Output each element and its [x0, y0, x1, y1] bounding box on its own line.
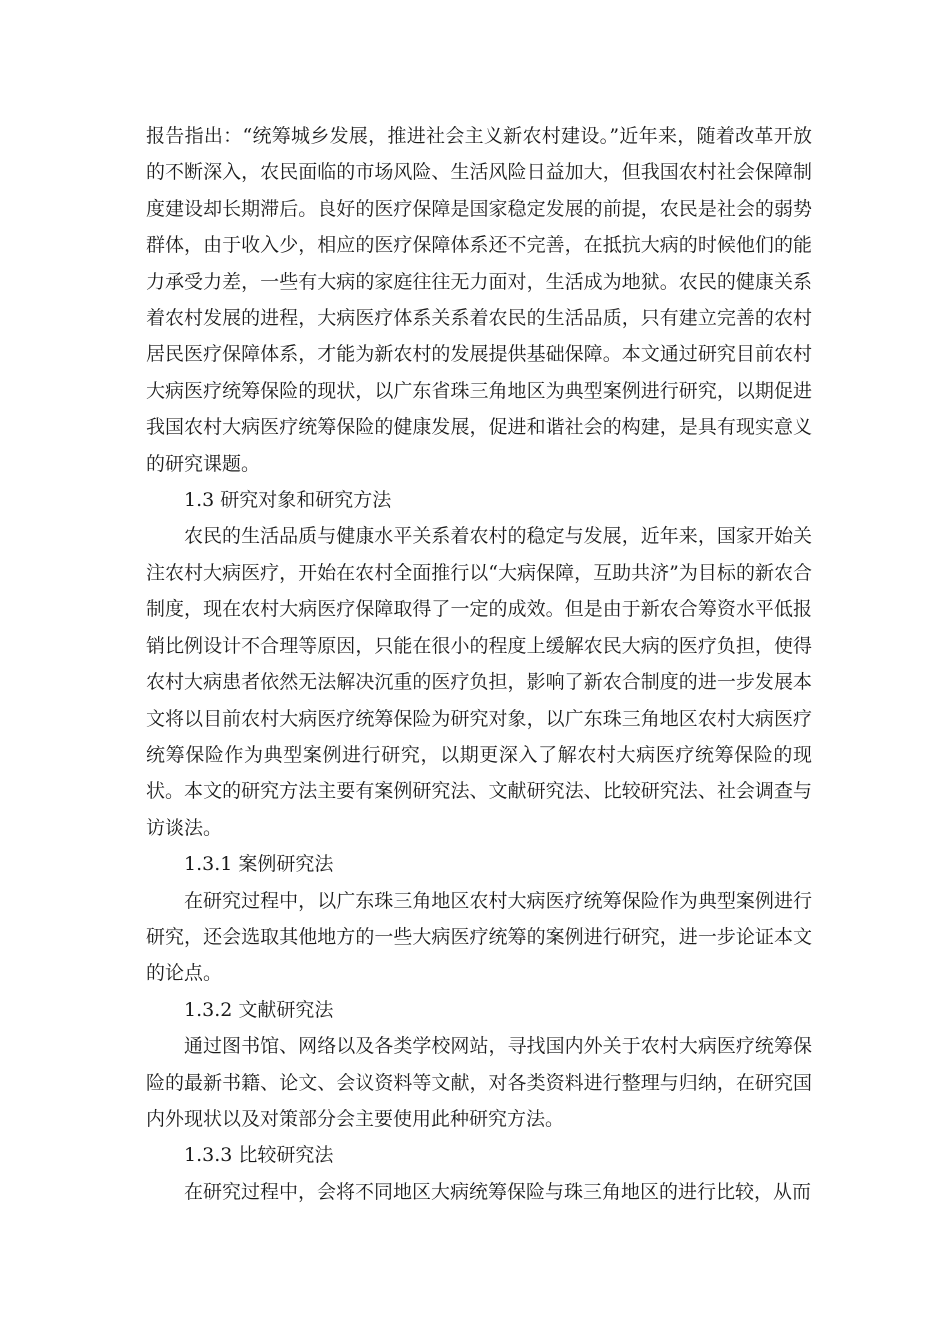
intro-paragraph: 报告指出：“统筹城乡发展，推进社会主义新农村建设。”近年来，随着改革开放的不断深入，农民面临的市场风险、生活风险日益加大，但我国农村社会保障制度建设却长期滞后。良好的医疗保障是国家稳定发展的前提，农民是社会的弱势群体，由于收入少，相应的医疗保障体系还不完善，在抵抗大病的时候他们的能力承受力差，一些有大病的家庭往往无力面对，生活成为地狱。农民的健康关系着农村发展的进程，大病医疗体系关系着农民的生活品质，只有建立完善的农村居民医疗保障体系，才能为新农村的发展提供基础保障。本文通过研究目前农村大病医疗统筹保险的现状，以广东省珠三角地区为典型案例进行研究，以期促进我国农村大病医疗统筹保险的健康发展，促进和谐社会的构建，是具有现实意义的研究课题。	[146, 125, 812, 475]
section-heading-1-3: 1.3 研究对象和研究方法	[184, 489, 392, 512]
section-body-1-3-1: 在研究过程中，以广东珠三角地区农村大病医疗统筹保险作为典型案例进行研究，还会选取其他地方的一些大病医疗统筹的案例进行研究，进一步论证本文的论点。	[146, 889, 812, 985]
section-heading-1-3-3: 1.3.3 比较研究法	[184, 1144, 334, 1167]
section-heading-1-3-1: 1.3.1 案例研究法	[184, 853, 334, 876]
section-body-1-3-2: 通过图书馆、网络以及各类学校网站，寻找国内外关于农村大病医疗统筹保险的最新书籍、论文、会议资料等文献，对各类资料进行整理与归纳，在研究国内外现状以及对策部分会主要使用此种研究方法。	[146, 1035, 812, 1130]
section-body-1-3: 农民的生活品质与健康水平关系着农村的稳定与发展，近年来，国家开始关注农村大病医疗，开始在农村全面推行以“大病保障，互助共济”为目标的新农合制度，现在农村大病医疗保障取得了一定的成效。但是由于新农合筹资水平低报销比例设计不合理等原因，只能在很小的程度上缓解农民大病的医疗负担，使得农村大病患者依然无法解决沉重的医疗负担，影响了新农合制度的进一步发展本文将以目前农村大病医疗统筹保险为研究对象，以广东珠三角地区农村大病医疗统筹保险作为典型案例进行研究，以期更深入了解农村大病医疗统筹保险的现状。本文的研究方法主要有案例研究法、文献研究法、比较研究法、社会调查与访谈法。	[146, 525, 812, 839]
section-body-1-3-3: 在研究过程中，会将不同地区大病统筹保险与珠三角地区的进行比较，从而	[184, 1180, 812, 1203]
section-heading-1-3-2: 1.3.2 文献研究法	[184, 998, 334, 1021]
document-page	[146, 118, 812, 1210]
